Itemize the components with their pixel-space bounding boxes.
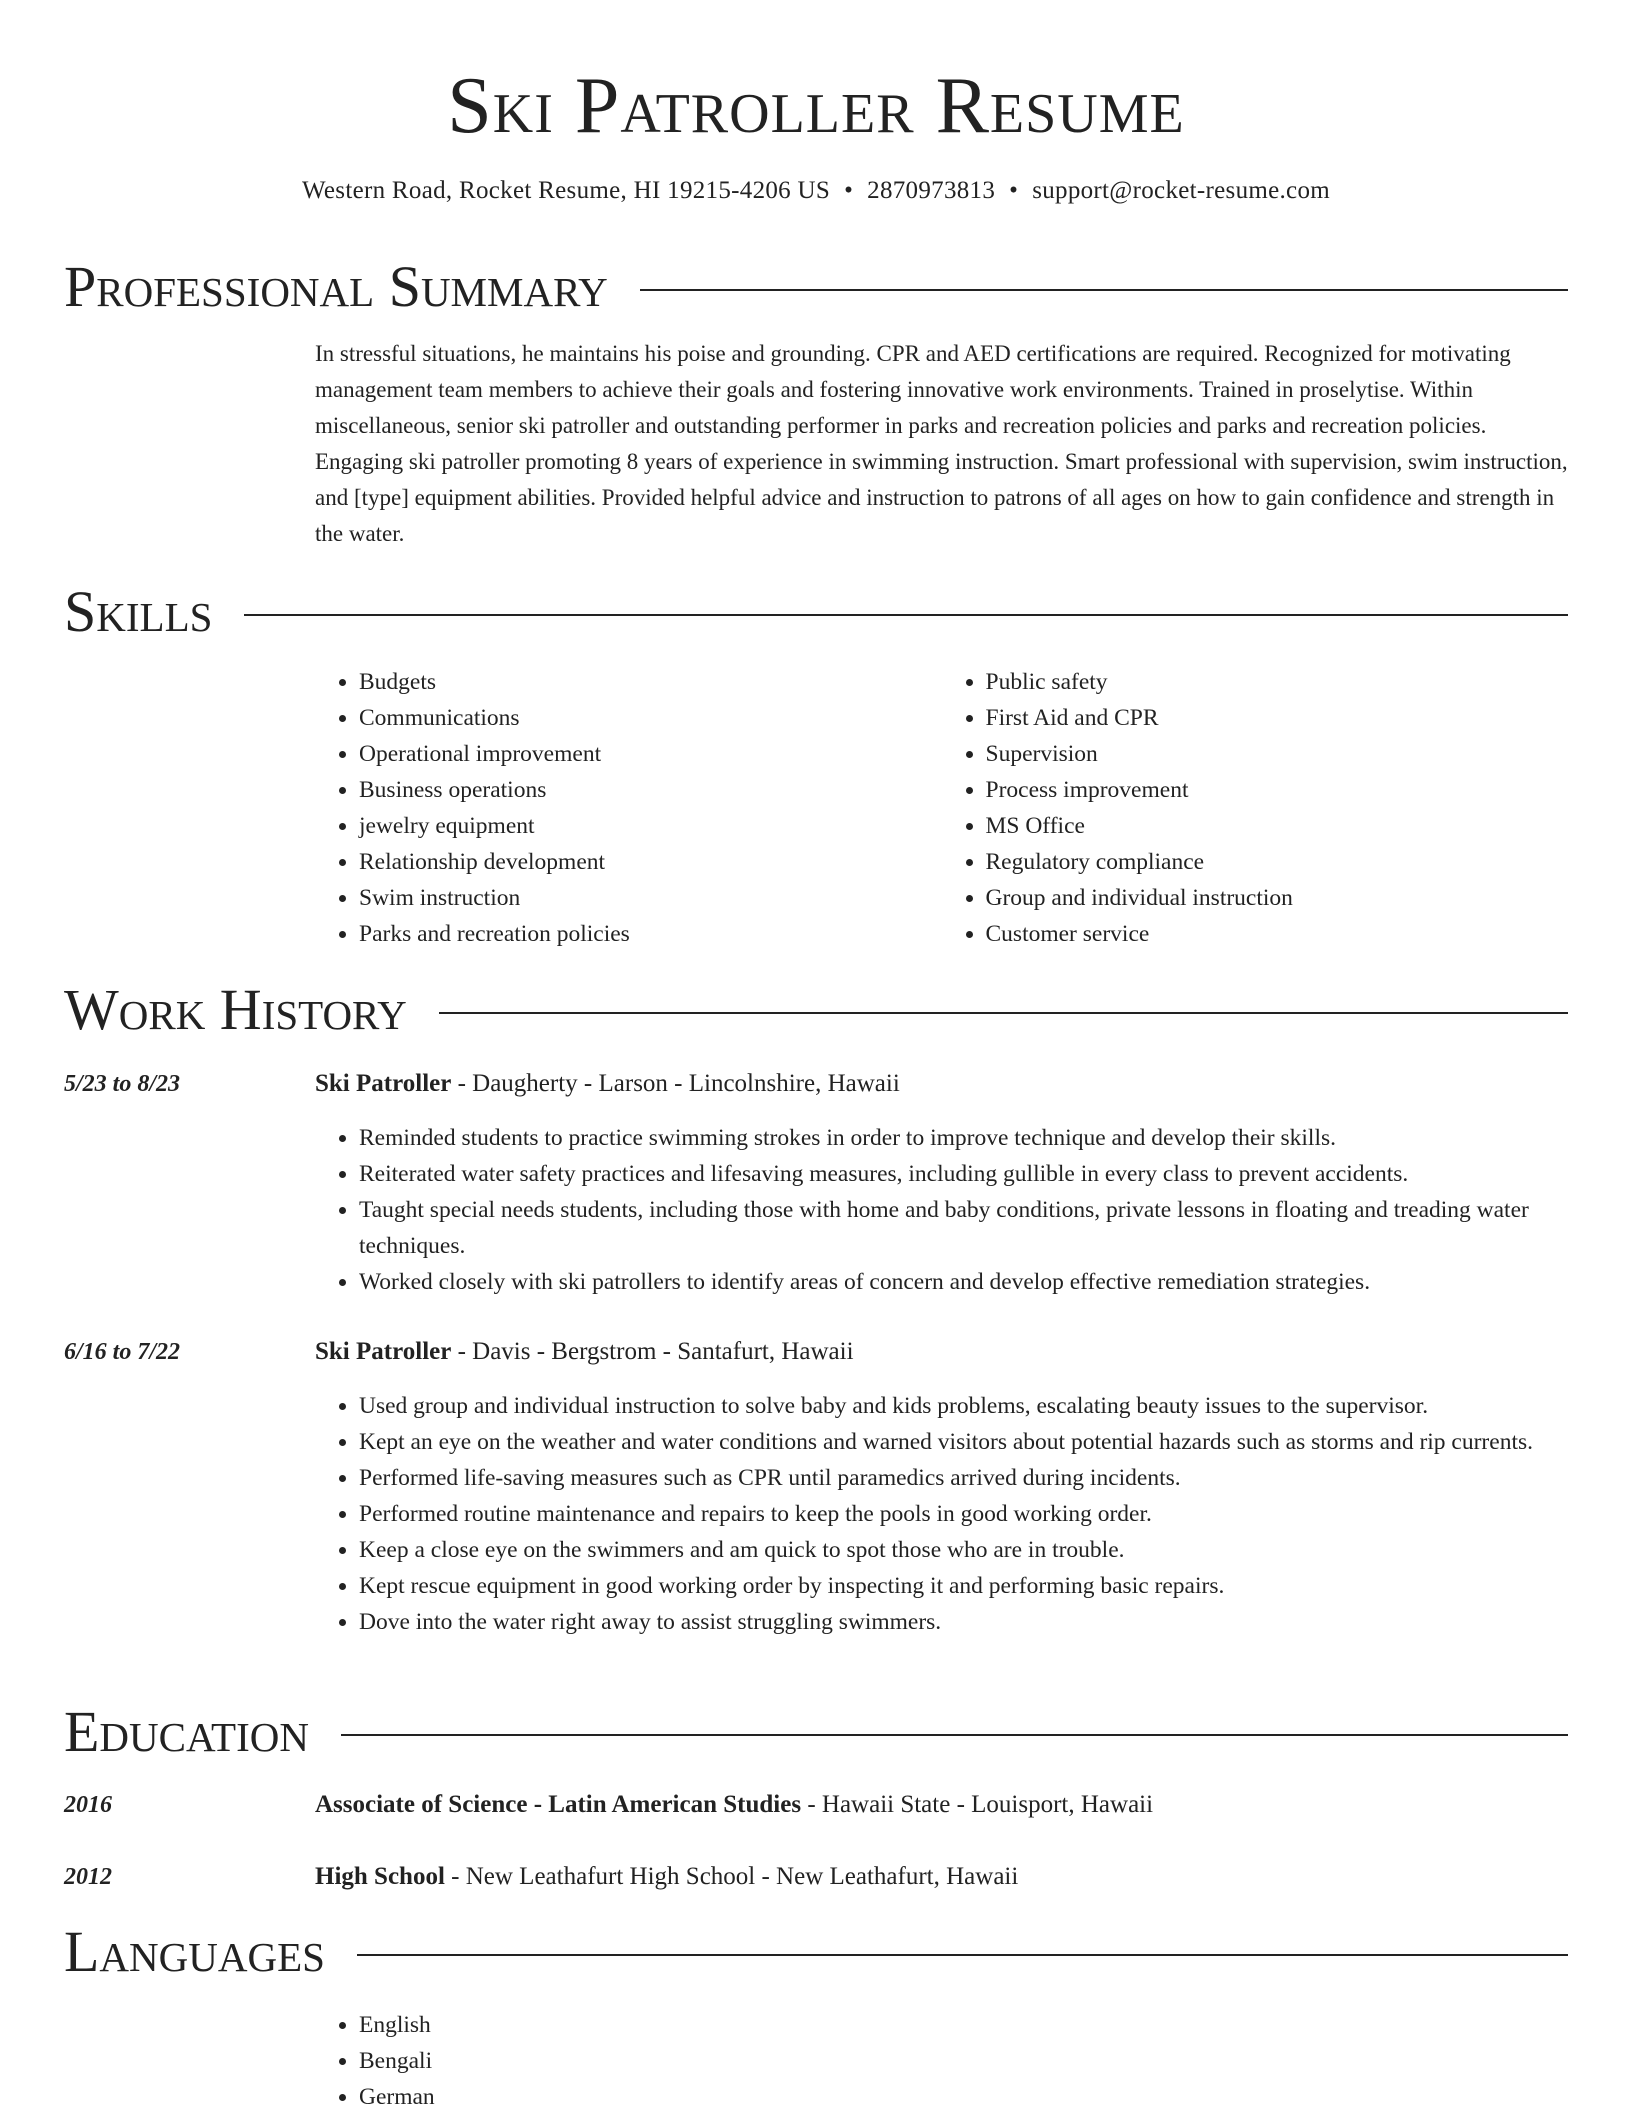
section-divider [357,1954,1568,1956]
skill-item: • jewelry equipment [359,808,942,844]
education-school: - New Leathafurt High School - New Leathafurt, Hawaii [444,1863,1019,1890]
work-heading: Work History [64,977,407,1042]
skill-item: • Supervision [986,736,1569,772]
education-year: 2012 [64,1864,112,1890]
job-title: Ski Patroller [315,1070,452,1097]
resume-title: Ski Patroller Resume [447,62,1185,150]
language-item: • Bengali [359,2043,1568,2079]
section-divider [244,614,1568,616]
job-duties [315,1388,1568,1640]
education-degree: Associate of Science - Latin American Studies [315,1791,802,1818]
job-duty: • Kept rescue equipment in good working order by inspecting it and performing basic repairs. [359,1568,1568,1604]
section-divider [640,289,1568,291]
skill-item: • Group and individual instruction [986,880,1569,916]
skill-item: • Relationship development [359,844,942,880]
languages-heading: Languages [64,1919,325,1984]
skill-item: • First Aid and CPR [986,700,1569,736]
skill-item: • MS Office [986,808,1569,844]
contact-address: Western Road, Rocket Resume, HI 19215-4206 US [302,177,831,204]
language-item: • German [359,2079,1568,2115]
job-title: Ski Patroller [315,1338,452,1365]
skills-right-column [942,664,1569,952]
job-duty: • Dove into the water right away to assist struggling swimmers. [359,1604,1568,1640]
skills-heading: Skills [64,579,213,644]
section-divider [439,1012,1568,1014]
contact-email[interactable]: support@rocket-resume.com [1032,177,1330,204]
job-employer: - Daugherty - Larson - Lincolnshire, Hawaii [451,1070,900,1097]
summary-heading: Professional Summary [64,254,608,319]
skill-item: • Business operations [359,772,942,808]
skill-item: • Budgets [359,664,942,700]
skill-item: • Process improvement [986,772,1569,808]
job-duty: • Worked closely with ski patrollers to identify areas of concern and develop effective remediation strategies. [359,1264,1568,1300]
skill-item: • Regulatory compliance [986,844,1569,880]
education-year: 2016 [64,1792,112,1818]
languages-body [315,2007,1568,2115]
skill-item: • Parks and recreation policies [359,916,942,952]
language-item: • English [359,2007,1568,2043]
education-school: - Hawaii State - Louisport, Hawaii [801,1791,1154,1818]
skill-item: • Communications [359,700,942,736]
job-duty: • Used group and individual instruction to solve baby and kids problems, escalating beauty issues to the supervisor. [359,1388,1568,1424]
job-duties [315,1120,1568,1300]
languages-section-header [64,1917,1568,1987]
summary-section-header [64,252,1568,322]
contact-separator: • [844,177,854,204]
contact-line [0,174,1632,208]
skills-left-column [315,664,942,952]
languages-list [315,2007,1568,2115]
job-employer: - Davis - Bergstrom - Santafurt, Hawaii [451,1338,854,1365]
job-duty: • Performed routine maintenance and repairs to keep the pools in good working order. [359,1496,1568,1532]
contact-separator: • [1009,177,1019,204]
section-divider [341,1734,1568,1736]
job-heading [315,1066,1568,1102]
job-duty: • Taught special needs students, including those with home and baby conditions, private lessons in floating and treading water techniques. [359,1192,1568,1264]
job-duty: • Kept an eye on the weather and water conditions and warned visitors about potential hazards such as storms and rip currents. [359,1424,1568,1460]
job-dates: 6/16 to 7/22 [64,1339,181,1365]
summary-text: In stressful situations, he maintains his poise and grounding. CPR and AED certifications are required. Recognized for motivating management team members to achieve their goals and fostering innovative work environments. Trained in proselytise. Within miscellaneous, senior ski patroller and outstanding performer in parks and recreation policies and parks and recreation policies. Engaging ski patroller promoting 8 years of experience in swimming instruction. Smart professional with supervision, swim instruction, and [type] equipment abilities. Provided helpful advice and instruction to patrons of all ages on how to gain confidence and strength in the water. [315,341,1568,546]
skills-list [315,664,1568,952]
skill-item: • Customer service [986,916,1569,952]
summary-body [315,336,1568,552]
job-duty: • Performed life-saving measures such as CPR until paramedics arrived during incidents. [359,1460,1568,1496]
education-heading-line [315,1859,1568,1895]
job-duty: • Reiterated water safety practices and lifesaving measures, including gullible in every class to prevent accidents. [359,1156,1568,1192]
education-section-header [64,1697,1568,1767]
job-dates: 5/23 to 8/23 [64,1071,181,1097]
work-section-header [64,975,1568,1045]
job-duty: • Keep a close eye on the swimmers and am quick to spot those who are in trouble. [359,1532,1568,1568]
job-heading [315,1334,1568,1370]
skills-section-header [64,577,1568,647]
skill-item: • Swim instruction [359,880,942,916]
job-duty: • Reminded students to practice swimming strokes in order to improve technique and develop their skills. [359,1120,1568,1156]
skill-item: • Operational improvement [359,736,942,772]
contact-phone: 2870973813 [867,177,996,204]
education-heading: Education [64,1699,309,1764]
education-heading-line [315,1787,1568,1823]
skill-item: • Public safety [986,664,1569,700]
education-degree: High School [315,1863,445,1890]
